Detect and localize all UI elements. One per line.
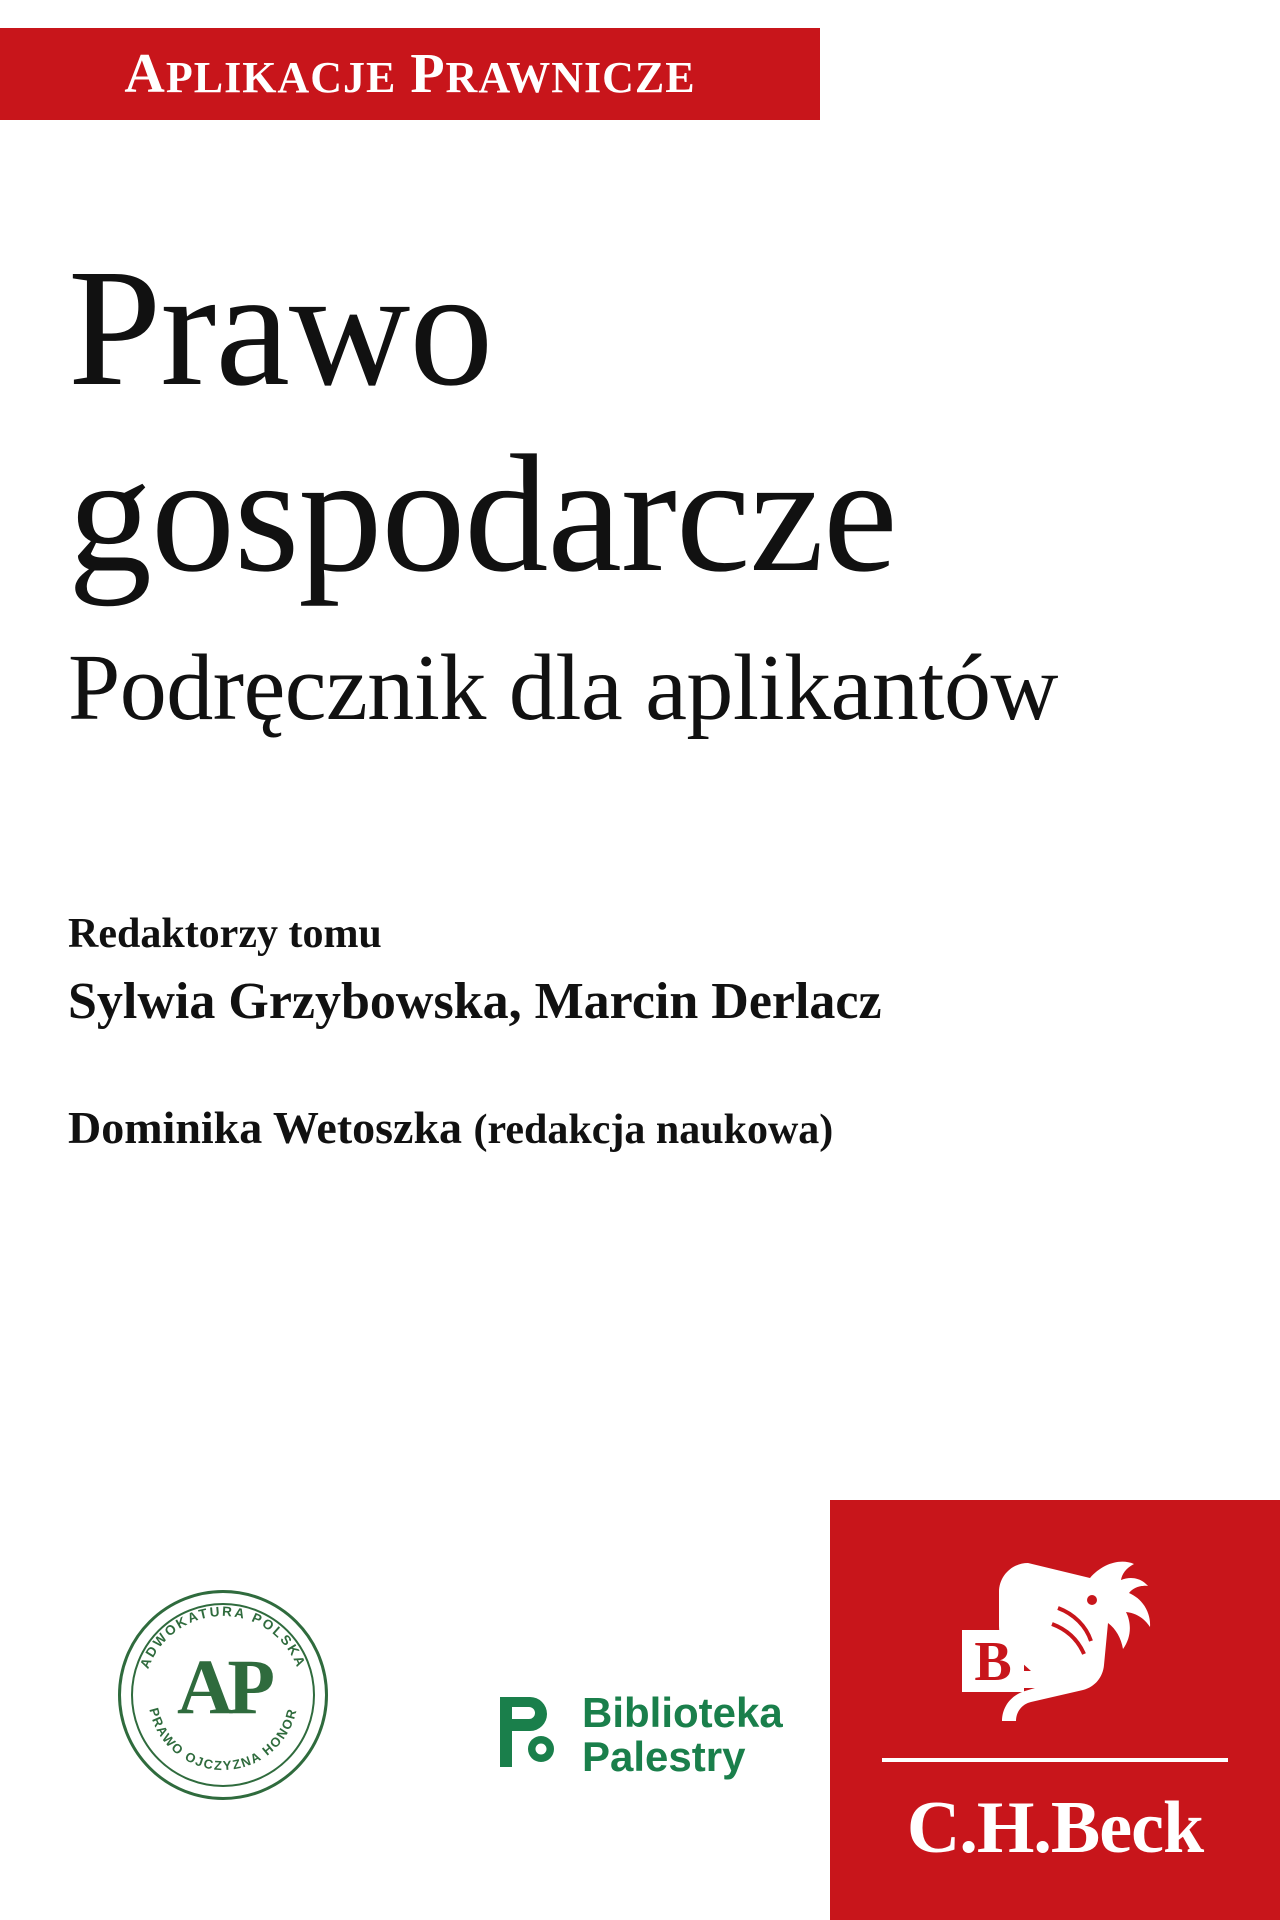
series-banner — [0, 28, 820, 120]
publisher-divider — [882, 1758, 1228, 1762]
svg-text:B: B — [974, 1631, 1012, 1693]
publisher-logo-block — [830, 1500, 1280, 1920]
series-title — [124, 42, 695, 106]
scientific-editor — [68, 1101, 1168, 1154]
scientific-editor-role: (redakcja naukowa) — [473, 1107, 834, 1153]
publisher-name: C.H.Beck — [906, 1787, 1204, 1869]
palestry-wordmark — [582, 1688, 783, 1781]
svg-text:PRAWO OJCZYZNA HONOR: PRAWO OJCZYZNA HONOR — [146, 1706, 300, 1774]
page-title-line-1: Prawo — [68, 235, 493, 421]
svg-text:ADWOKATURA POLSKA: ADWOKATURA POLSKA — [137, 1603, 309, 1671]
editors-label: Redaktorzy tomu — [68, 911, 382, 957]
logos-row — [0, 1500, 1280, 1920]
series-word-1-initial: A — [124, 43, 166, 105]
series-word-space — [396, 47, 410, 104]
editors-names: Sylwia Grzybowska, Marcin Derlacz — [68, 973, 882, 1030]
title-block — [68, 235, 1228, 740]
editors-block — [68, 910, 1168, 1154]
griffin-icon — [940, 1538, 1170, 1738]
biblioteka-palestry-logo — [492, 1688, 783, 1781]
page-title-line-2: gospodarcze — [68, 421, 897, 608]
page-subtitle: Podręcznik dla aplikantów — [68, 635, 1058, 740]
series-word-2-rest: RAWNICZE — [445, 53, 696, 102]
series-word-1-rest: PLIKACJE — [165, 53, 397, 102]
series-word-2-initial: P — [410, 43, 446, 105]
palestry-line-2: Palestry — [582, 1733, 746, 1781]
palestry-mark-icon — [492, 1691, 566, 1779]
scientific-editor-name: Dominika Wetoszka — [68, 1102, 463, 1153]
seal-monogram: AP — [177, 1643, 269, 1730]
adwokatura-polska-seal-icon — [118, 1590, 328, 1800]
palestry-line-1: Biblioteka — [582, 1688, 783, 1736]
